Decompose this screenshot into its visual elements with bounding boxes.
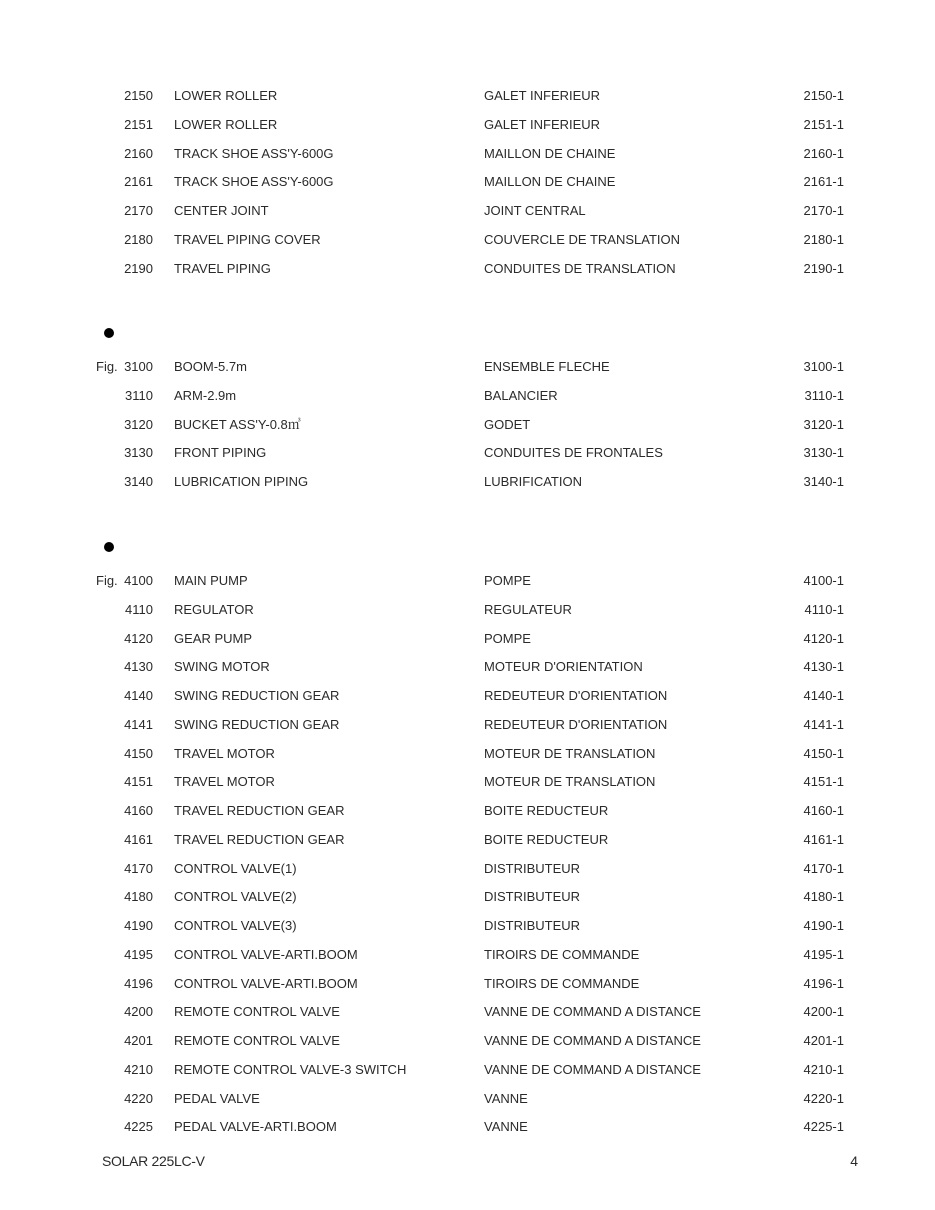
part-name-english: LUBRICATION PIPING [174, 474, 309, 489]
part-name-english: TRAVEL REDUCTION GEAR [174, 831, 345, 847]
part-number: 2180 [124, 231, 153, 247]
parts-row [0, 232, 935, 261]
section-undercarriage [0, 88, 935, 289]
part-name-french: TIROIRS DE COMMANDE [484, 975, 640, 991]
part-number: 4200 [124, 1004, 153, 1020]
part-name-english: REGULATOR [174, 601, 254, 617]
page-reference: 2161-1 [803, 174, 844, 190]
page-reference: 4160-1 [803, 803, 844, 818]
page-reference: 4180-1 [803, 889, 844, 905]
footer-model-name: SOLAR 225LC-V [102, 1153, 205, 1169]
part-name-french: POMPE [484, 573, 531, 588]
part-number: 4141 [124, 716, 153, 732]
part-name-english: REMOTE CONTROL VALVE [174, 1004, 340, 1020]
parts-row [0, 146, 935, 175]
section-hydraulics [0, 573, 935, 1148]
parts-row [0, 573, 935, 602]
parts-row [0, 631, 935, 660]
part-number: 2150 [124, 88, 153, 103]
parts-row [0, 947, 935, 976]
parts-row [0, 659, 935, 688]
page-reference: 2160-1 [803, 145, 844, 161]
parts-row [0, 388, 935, 417]
parts-row [0, 1062, 935, 1091]
part-name-english: CONTROL VALVE(3) [174, 918, 297, 933]
part-name-french: COUVERCLE DE TRANSLATION [484, 231, 681, 247]
part-name-english: TRAVEL PIPING [174, 260, 271, 276]
page-reference: 4210-1 [803, 1061, 844, 1077]
parts-row [0, 918, 935, 947]
part-name-english: ARM-2.9m [174, 387, 237, 403]
page-reference: 2190-1 [803, 260, 844, 276]
page-reference: 4196-1 [803, 975, 844, 991]
part-name-french: TIROIRS DE COMMANDE [484, 946, 640, 962]
parts-row [0, 359, 935, 388]
part-number: 4140 [124, 688, 153, 703]
part-number: 4110 [125, 601, 153, 617]
part-name-english: LOWER ROLLER [174, 88, 278, 103]
section-bullet-icon [104, 542, 114, 552]
part-name-english: GEAR PUMP [174, 630, 253, 646]
part-name-english: TRAVEL MOTOR [174, 745, 275, 761]
part-name-english: CONTROL VALVE(2) [174, 889, 297, 905]
part-name-french: BALANCIER [484, 387, 558, 403]
part-name-french: REGULATEUR [484, 601, 572, 617]
page-reference: 3110-1 [804, 387, 844, 403]
parts-row [0, 445, 935, 474]
part-number: 4225 [124, 1119, 153, 1135]
page-reference: 4170-1 [803, 860, 844, 876]
part-number: 4201 [124, 1033, 153, 1048]
part-name-french: ENSEMBLE FLECHE [484, 359, 610, 374]
footer-page-number: 4 [850, 1153, 858, 1169]
part-name-english: REMOTE CONTROL VALVE [174, 1033, 340, 1048]
page-reference: 2170-1 [803, 203, 844, 218]
part-name-english: TRAVEL MOTOR [174, 774, 275, 790]
part-name-french: VANNE [484, 1119, 528, 1135]
part-number: 4151 [124, 774, 153, 790]
page-reference: 4200-1 [803, 1004, 844, 1020]
parts-row [0, 203, 935, 232]
part-number: 4161 [124, 831, 153, 847]
part-number: 2160 [124, 145, 153, 161]
part-name-french: REDEUTEUR D'ORIENTATION [484, 716, 668, 732]
page-reference: 4130-1 [803, 659, 844, 675]
page-reference: 2150-1 [803, 88, 844, 103]
part-name-french: DISTRIBUTEUR [484, 860, 581, 876]
page-reference: 4141-1 [803, 716, 844, 732]
part-number: 2190 [124, 260, 153, 276]
parts-row [0, 1033, 935, 1062]
part-number: 3140 [124, 474, 153, 489]
part-number: 4190 [124, 918, 153, 933]
part-name-english: CONTROL VALVE(1) [174, 860, 297, 876]
parts-row [0, 746, 935, 775]
part-name-english: SWING MOTOR [174, 659, 270, 675]
part-name-english: TRAVEL REDUCTION GEAR [174, 803, 345, 818]
parts-row [0, 1119, 935, 1148]
part-name-french: MOTEUR DE TRANSLATION [484, 774, 656, 790]
part-number: 2151 [124, 116, 153, 132]
part-name-french: VANNE [484, 1090, 528, 1106]
part-name-english: BOOM-5.7m [174, 359, 247, 374]
part-name-english: PEDAL VALVE [174, 1090, 260, 1106]
part-number: 4100 [124, 573, 153, 588]
parts-row [0, 803, 935, 832]
part-name-french: MOTEUR DE TRANSLATION [484, 745, 656, 761]
page-reference: 4195-1 [803, 946, 844, 962]
parts-row [0, 861, 935, 890]
page-reference: 4150-1 [803, 745, 844, 761]
parts-row [0, 832, 935, 861]
section-front-attachment [0, 359, 935, 503]
part-name-english: REMOTE CONTROL VALVE-3 SWITCH [174, 1061, 407, 1077]
part-name-english: MAIN PUMP [174, 573, 248, 588]
part-name-english: TRACK SHOE ASS'Y-600G [174, 145, 334, 161]
part-number: 4210 [124, 1061, 153, 1077]
part-name-english: SWING REDUCTION GEAR [174, 688, 340, 703]
part-number: 4220 [124, 1090, 153, 1106]
figure-label: Fig. [96, 573, 118, 588]
page-reference: 4161-1 [803, 831, 844, 847]
part-name-french: GODET [484, 416, 531, 432]
page-reference: 4201-1 [803, 1033, 844, 1048]
parts-row [0, 717, 935, 746]
parts-row [0, 417, 935, 446]
part-name-english: TRACK SHOE ASS'Y-600G [174, 174, 334, 190]
part-name-english: TRAVEL PIPING COVER [174, 231, 321, 247]
parts-row [0, 88, 935, 117]
part-name-english: FRONT PIPING [174, 445, 267, 461]
parts-row [0, 774, 935, 803]
page-reference: 4110-1 [804, 601, 844, 617]
part-number: 3130 [124, 445, 153, 461]
part-name-french: VANNE DE COMMAND A DISTANCE [484, 1004, 701, 1020]
part-number: 4150 [124, 745, 153, 761]
page-reference: 4140-1 [803, 688, 844, 703]
part-name-french: DISTRIBUTEUR [484, 918, 581, 933]
page-reference: 4151-1 [803, 774, 844, 790]
part-name-english: BUCKET ASS'Y-0.8㎥ [174, 416, 301, 432]
part-name-french: GALET INFERIEUR [484, 116, 601, 132]
part-name-french: MAILLON DE CHAINE [484, 174, 616, 190]
part-name-french: GALET INFERIEUR [484, 88, 601, 103]
page-reference: 3140-1 [803, 474, 844, 489]
part-number: 4120 [124, 630, 153, 646]
page-reference: 4190-1 [803, 918, 844, 933]
part-name-french: CONDUITES DE TRANSLATION [484, 260, 676, 276]
page-reference: 2151-1 [803, 116, 844, 132]
page-reference: 4120-1 [803, 630, 844, 646]
part-name-french: BOITE REDUCTEUR [484, 803, 609, 818]
part-number: 4160 [124, 803, 153, 818]
part-name-french: VANNE DE COMMAND A DISTANCE [484, 1061, 701, 1077]
parts-row [0, 1091, 935, 1120]
part-number: 3110 [125, 387, 153, 403]
parts-row [0, 117, 935, 146]
part-name-english: PEDAL VALVE-ARTI.BOOM [174, 1119, 337, 1135]
part-number: 3120 [124, 416, 153, 432]
part-number: 3100 [124, 359, 153, 374]
part-name-french: LUBRIFICATION [484, 474, 582, 489]
part-number: 2170 [124, 203, 153, 218]
page-reference: 4220-1 [803, 1090, 844, 1106]
page-reference: 4225-1 [803, 1119, 844, 1135]
part-name-french: DISTRIBUTEUR [484, 889, 581, 905]
parts-row [0, 261, 935, 290]
part-name-french: MOTEUR D'ORIENTATION [484, 659, 643, 675]
part-number: 4196 [124, 975, 153, 991]
part-name-english: CONTROL VALVE-ARTI.BOOM [174, 946, 358, 962]
parts-row [0, 889, 935, 918]
part-name-english: CONTROL VALVE-ARTI.BOOM [174, 975, 358, 991]
part-name-french: CONDUITES DE FRONTALES [484, 445, 663, 461]
part-name-english: LOWER ROLLER [174, 116, 278, 132]
page-reference: 4100-1 [803, 573, 844, 588]
part-name-french: MAILLON DE CHAINE [484, 145, 616, 161]
part-name-english: CENTER JOINT [174, 203, 269, 218]
part-name-french: JOINT CENTRAL [484, 203, 586, 218]
page-reference: 2180-1 [803, 231, 844, 247]
parts-row [0, 174, 935, 203]
parts-row [0, 688, 935, 717]
part-number: 4195 [124, 946, 153, 962]
part-name-french: POMPE [484, 630, 531, 646]
part-name-french: VANNE DE COMMAND A DISTANCE [484, 1033, 701, 1048]
parts-row [0, 976, 935, 1005]
part-name-french: BOITE REDUCTEUR [484, 831, 609, 847]
part-number: 2161 [124, 174, 153, 190]
section-bullet-icon [104, 328, 114, 338]
page-reference: 3130-1 [803, 445, 844, 461]
part-name-french: REDEUTEUR D'ORIENTATION [484, 688, 668, 703]
part-number: 4130 [124, 659, 153, 675]
parts-row [0, 474, 935, 503]
part-name-english: SWING REDUCTION GEAR [174, 716, 340, 732]
page-reference: 3100-1 [803, 359, 844, 374]
parts-row [0, 1004, 935, 1033]
part-number: 4170 [124, 860, 153, 876]
part-number: 4180 [124, 889, 153, 905]
page-reference: 3120-1 [803, 416, 844, 432]
parts-row [0, 602, 935, 631]
figure-label: Fig. [96, 359, 118, 374]
